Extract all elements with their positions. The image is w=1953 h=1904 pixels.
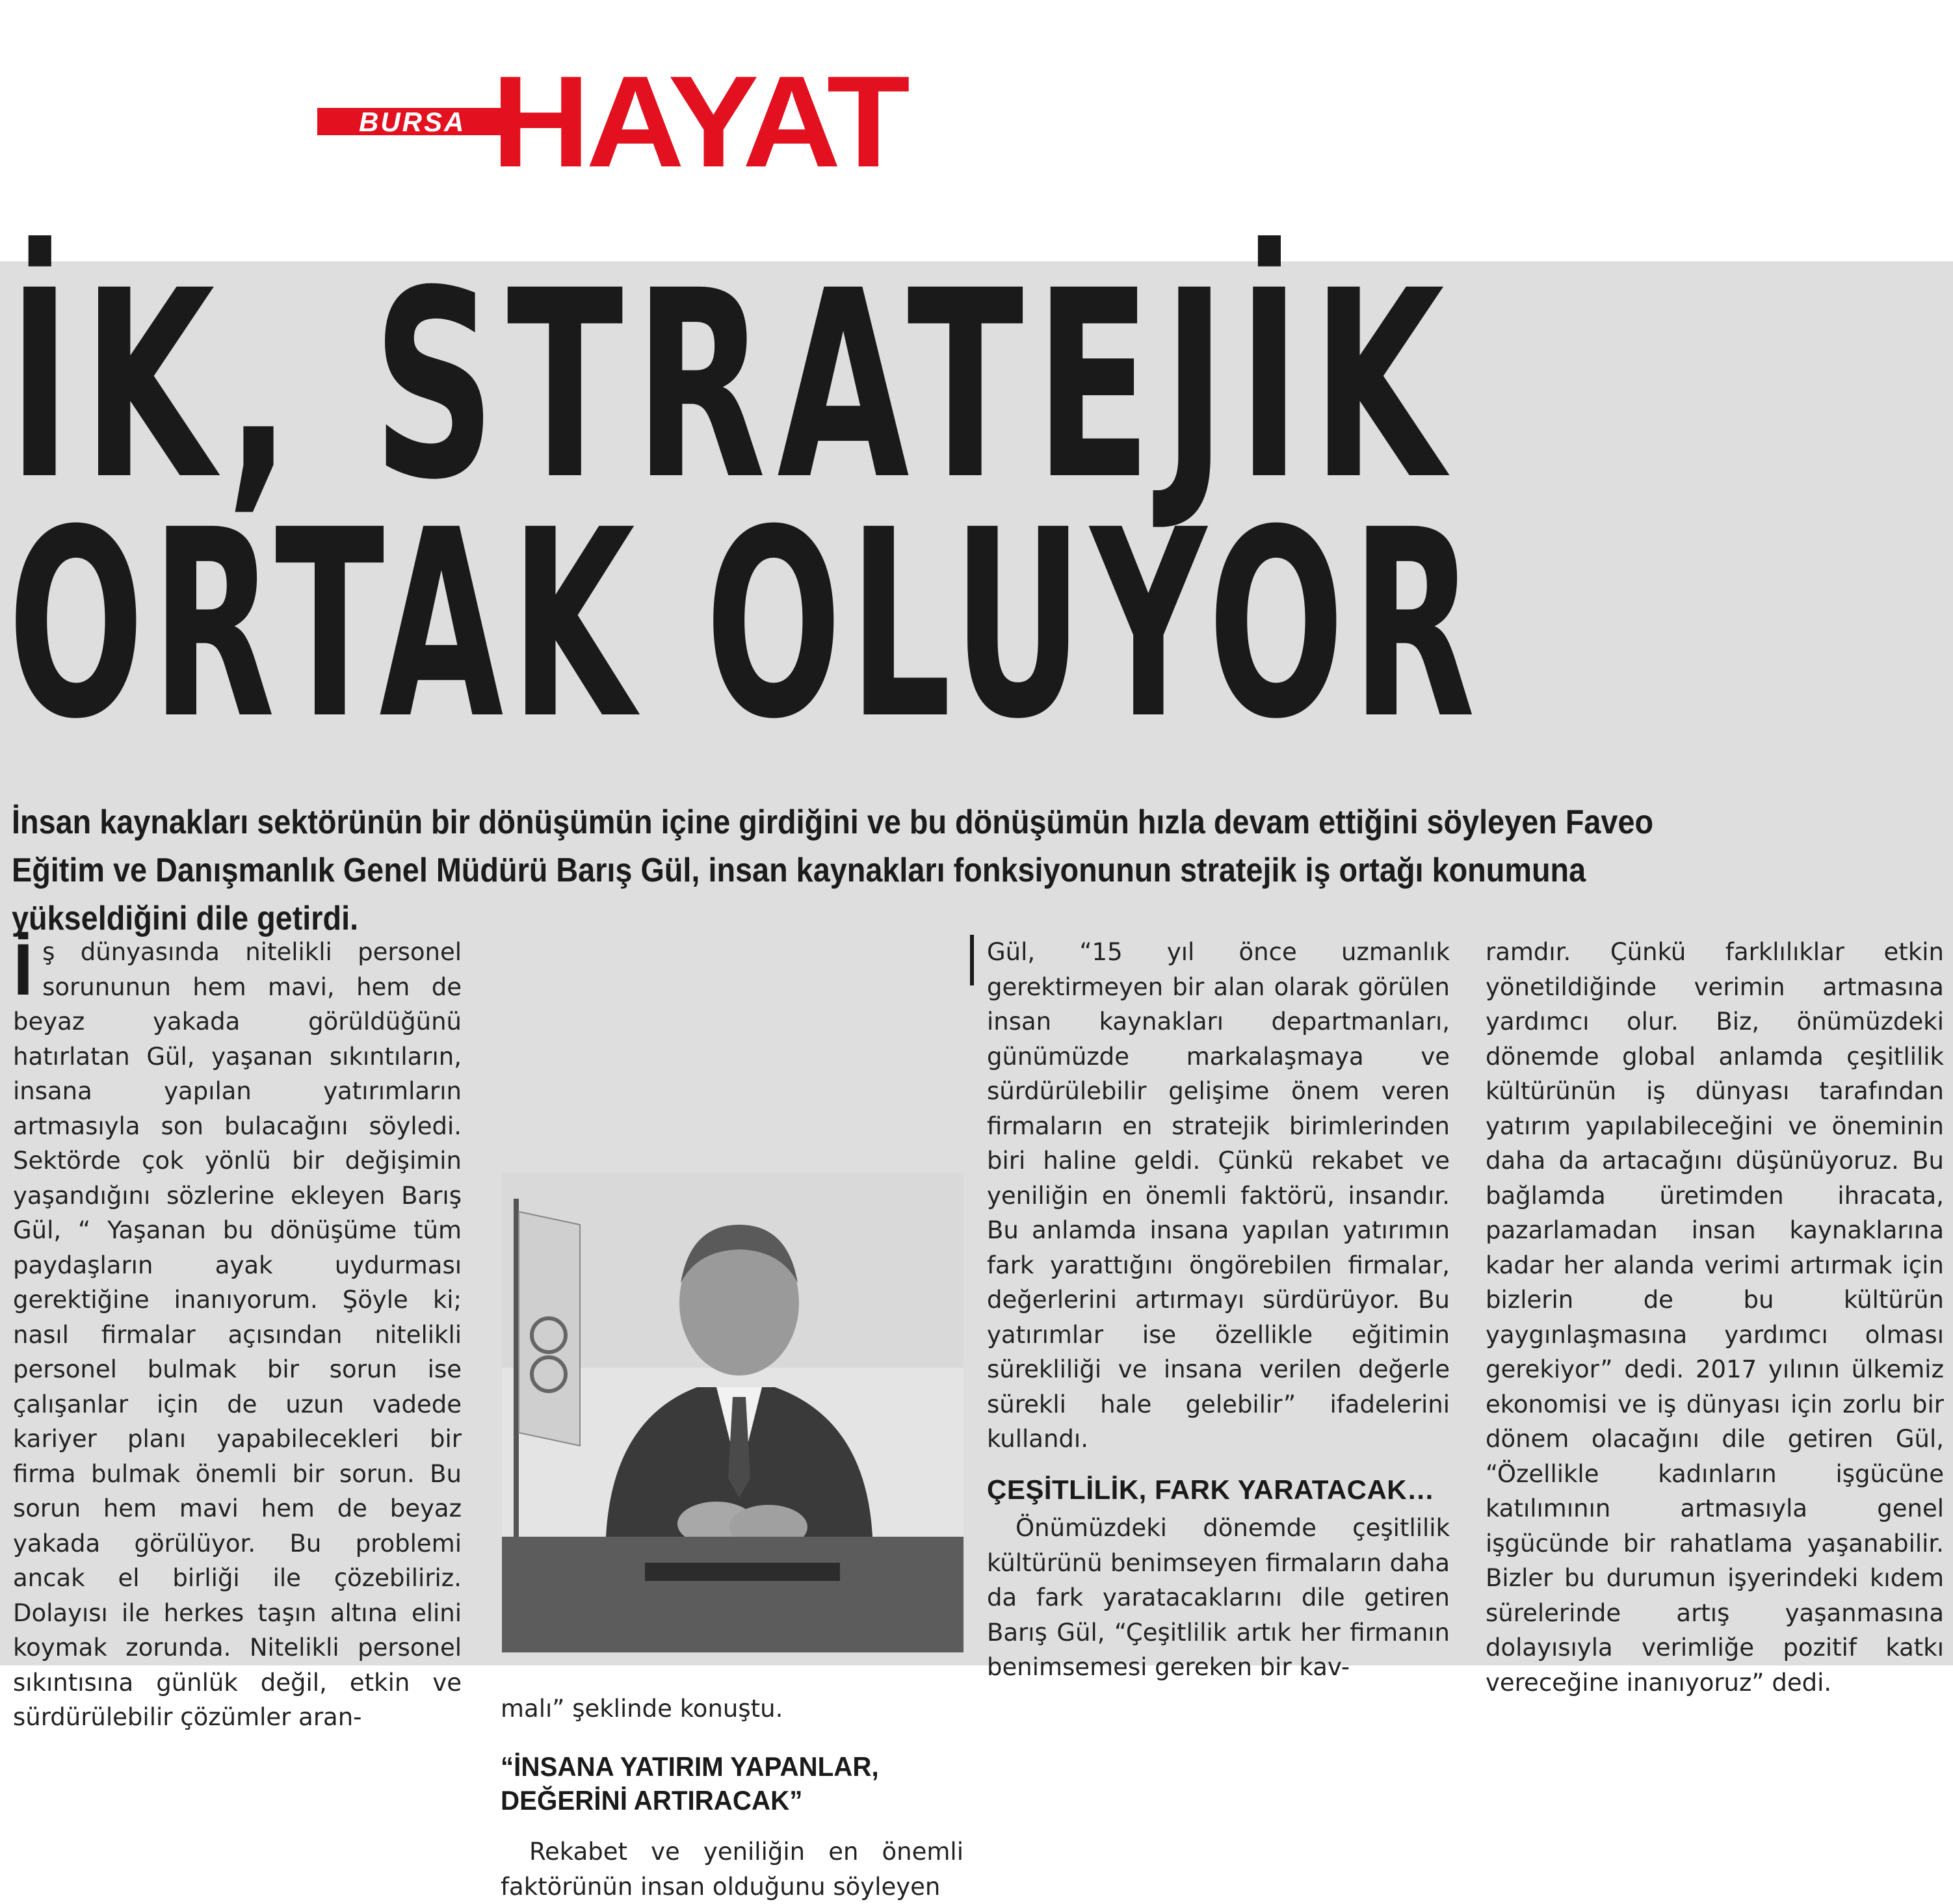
column-1-text: ş dünyasında nitelikli personel sorununun hem mavi, hem de beyaz yakada görüldüğünü hatırlatan Gül, yaşanan sıkıntıların, insana yapılan yatırımların artmasıyla son bulacağını söyledi. Sektörde çok yönlü bir değişimin yaşandığını sözlerine ekleyen Barış Gül, “ Yaşanan bu dönüşüme tüm paydaşların ayak uydurması gerektiğine inanıyorum. Şöyle ki; nasıl firmalar açısından nitelikli personel bulmak bir sorun ise çalışanlar için de uzun vadede kariyer planı yapabilecekleri bir firma bulmak önemli bir sorun. Bu sorun hem mavi hem de beyaz yakada görülüyor. Bu problemi ancak el birliği ile çözebiliriz. Dolayısı ile herkes taşın altına elini koymak zorunda. Nitelikli personel sıkıntısına günlük değil, etkin ve sürdürülebilir çözümler aran- bbox=[13, 938, 462, 1731]
section-subhead-2: ÇEŞİTLİLİK, FARK YARATACAK… bbox=[987, 1474, 1435, 1505]
headline-line-2: ORTAK OLUYOR bbox=[8, 475, 1483, 776]
section-subhead-1: “İNSANA YATIRIM YAPANLAR, DEĞERİNİ ARTIRACAK” bbox=[501, 1751, 879, 1816]
drop-cap: İ bbox=[13, 929, 34, 1010]
article-column-4 bbox=[1486, 935, 1944, 1700]
column-2-text: Rekabet ve yeniliğin en önemli faktörünün insan olduğunu söyleyen bbox=[501, 1838, 963, 1901]
article-column-3 bbox=[987, 935, 1450, 1685]
column-divider bbox=[970, 935, 974, 985]
portrait-illustration bbox=[502, 1173, 963, 1652]
masthead-logo bbox=[317, 49, 915, 196]
column-4-text: ramdır. Çünkü farklılıklar etkin yönetildiğinde verimin artmasına yardımcı olur. Biz, önümüzdeki dönemde global anlamda çeşitlilik kültürünün iş dünyası tarafından yatırım yapılabileceğini ve öneminin daha da artacağını düşünüyoruz. Bu bağlamda üretimden ihracata, pazarlamadan insan kaynaklarına kadar her alanda verimi artırmak için bizlerin de bu kültürün yaygınlaşmasına yardımcı olması gerekiyor” dedi. 2017 yılının ülkemiz ekonomisi ve iş dünyası için zorlu bir dönem olacağını dile getiren Gül, “Özellikle kadınların işgücüne katılımının artmasıyla genel işgücünde bir rahatlama yaşanabilir. Bizler bu durumun işyerindeki kıdem sürelerinde artış yaşanmasına dolayısıyla verimliğe pozitif katkı vereceğine inanıyoruz” dedi. bbox=[1486, 938, 1944, 1697]
article-lead: İnsan kaynakları sektörünün bir dönüşümün içine girdiğini ve bu dönüşümün hızla devam ettiğini söyleyen Faveo Eğitim ve Danışmanlık Genel Müdürü Barış Gül, insan kaynakları fonksiyonunun stratejik iş ortağı konumuna yükseldiğini dile getirdi. bbox=[12, 803, 1654, 937]
column-3-text: Gül, “15 yıl önce uzmanlık gerektirmeyen bir alan olarak görülen insan kaynakları departmanları, günümüzde markalaşmaya ve sürdürülebilir gelişime önem veren firmaların en stratejik birimlerinden biri haline geldi. Çünkü rekabet ve yeniliğin en önemli faktörü, insandır. Bu anlamda insana yapılan yatırımın fark yarattığını öngörebilen firmalar, değerlerini artırmayı sürdürüyor. Bu yatırımlar ise özellikle eğitimin sürekliliği ve insana verilen değerle sürekli hale gelebilir” ifadelerini kullandı. bbox=[987, 938, 1450, 1453]
portrait-photo bbox=[502, 1173, 963, 1652]
article-column-1 bbox=[13, 929, 462, 1735]
logo-hayat-text: HAYAT bbox=[492, 49, 906, 194]
newspaper-clipping bbox=[0, 235, 1953, 1901]
logo-bursa-text: BURSA bbox=[359, 107, 466, 137]
photo-caption: malı” şeklinde konuştu. bbox=[501, 1695, 783, 1723]
column-3-text-2: Önümüzdeki dönemde çeşitlilik kültürünü benimseyen firmaların daha da fark yaratacaklarını dile getiren Barış Gül, “Çeşitlilik artık her firmanın benimsemesi gereken bir kav- bbox=[987, 1514, 1450, 1681]
headline-line-1: İK, STRATEJİK bbox=[8, 235, 1456, 536]
